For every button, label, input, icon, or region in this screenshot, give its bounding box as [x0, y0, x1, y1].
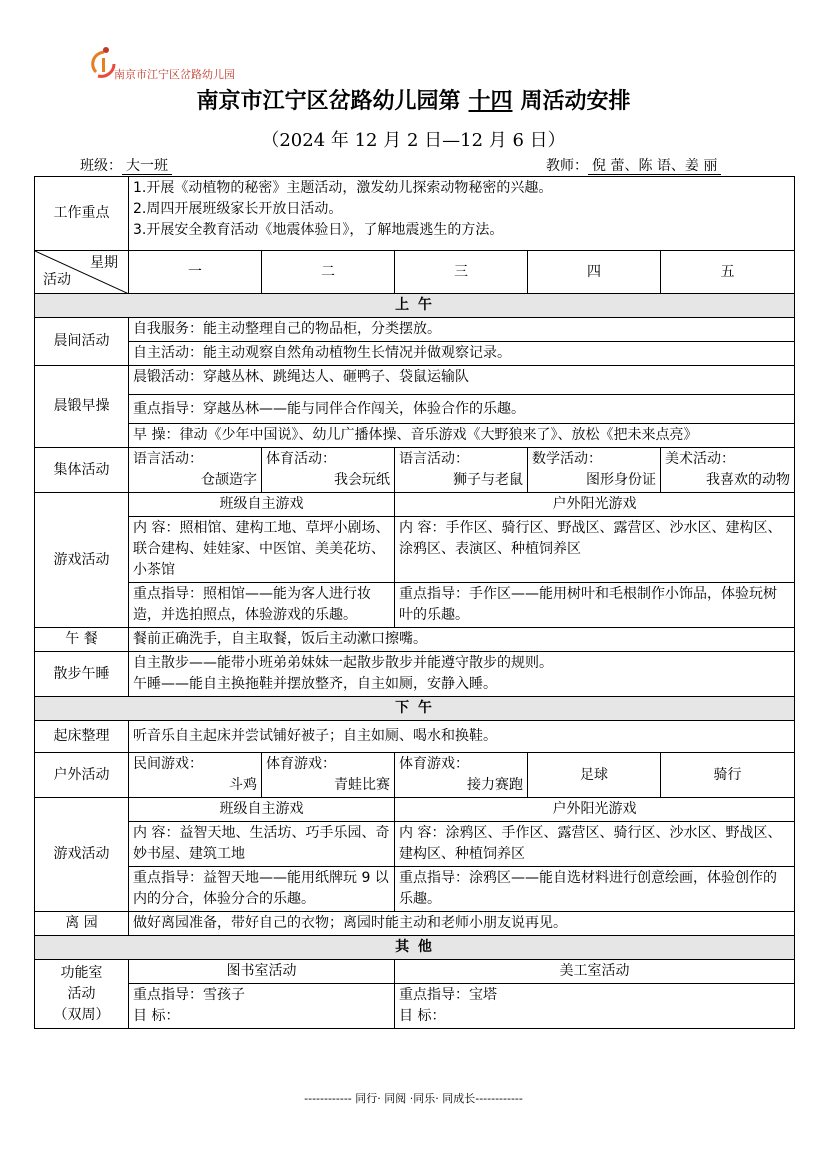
group-activity-fri: 美术活动： 我喜欢的动物	[661, 448, 795, 493]
day-wed: 三	[395, 251, 528, 294]
art-room-activity-title: 美工室活动	[395, 960, 795, 984]
afternoon-outdoor-games-content: 内 容：涂鸦区、手作区、露营区、骑行区、沙水区、野战区、建构区、种植饲养区	[395, 822, 795, 867]
walk-nap-label: 散步午睡	[35, 652, 129, 697]
exercise-label: 晨锻早操	[35, 366, 129, 448]
morning-class-games-focus: 重点指导：照相馆——能为客人进行妆造，并选拍照点，体验游戏的乐趣。	[129, 583, 395, 628]
day-fri: 五	[661, 251, 795, 294]
outdoor-activity-fri: 骑行	[661, 753, 795, 798]
afternoon-games-label: 游戏活动	[35, 798, 129, 912]
lunch-label: 午 餐	[35, 628, 129, 652]
work-focus-label: 工作重点	[35, 177, 129, 251]
footer-slogan: ------------ 同行· 同阅 ·同乐· 同成长------------	[304, 1092, 523, 1105]
art-room-activity-content: 重点指导：宝塔 目 标：	[395, 984, 795, 1029]
afternoon-section-title: 下 午	[35, 697, 795, 721]
class-info: 班级： 大一班	[80, 155, 172, 175]
afternoon-outdoor-games-focus: 重点指导：涂鸦区——能自选材料进行创意绘画，体验创作的乐趣。	[395, 867, 795, 912]
outdoor-activity-thu: 足球	[528, 753, 661, 798]
date-range: （2024 年 12 月 2 日—12 月 6 日）	[261, 130, 566, 151]
afternoon-class-games-content: 内 容：益智天地、生活坊、巧手乐园、奇妙书屋、建筑工地	[129, 822, 395, 867]
group-activity-wed: 语言活动： 狮子与老鼠	[395, 448, 528, 493]
morning-section-title: 上 午	[35, 294, 795, 318]
afternoon-outdoor-games-title: 户外阳光游戏	[395, 798, 795, 822]
schedule-table	[34, 176, 795, 1029]
outdoor-activity-wed: 体育游戏： 接力赛跑	[395, 753, 528, 798]
weekday-diagonal-header: 星期 活动	[35, 251, 129, 294]
morning-outdoor-games-content: 内 容：手作区、骑行区、野战区、露营区、沙水区、建构区、涂鸦区、表演区、种植饲养区	[395, 517, 795, 583]
afternoon-class-games-title: 班级自主游戏	[129, 798, 395, 822]
outdoor-activity-mon: 民间游戏： 斗鸡	[129, 753, 262, 798]
page-title: 南京市江宁区岔路幼儿园第 十四 周活动安排	[196, 88, 631, 114]
outdoor-activity-label: 户外活动	[35, 753, 129, 798]
morning-outdoor-games-focus: 重点指导：手作区——能用树叶和毛根制作小饰品，体验玩树叶的乐趣。	[395, 583, 795, 628]
walk-nap-content: 自主散步——能带小班弟弟妹妹一起散步散步并能遵守散步的规则。 午睡——能自主换拖鞋并摆放整齐，自主如厕，安静入睡。	[129, 652, 795, 697]
group-activity-label: 集体活动	[35, 448, 129, 493]
arrival-line-2: 自主活动：能主动观察自然角动植物生长情况并做观察记录。	[129, 342, 795, 366]
wake-content: 听音乐自主起床并尝试铺好被子；自主如厕、喝水和换鞋。	[129, 721, 795, 753]
group-activity-thu: 数学活动： 图形身份证	[528, 448, 661, 493]
group-activity-tue: 体育活动： 我会玩纸	[262, 448, 395, 493]
arrival-label: 晨间活动	[35, 318, 129, 366]
function-room-label: 功能室 活动 （双周）	[35, 960, 129, 1029]
logo-text: 南京市江宁区岔路幼儿园	[114, 68, 235, 81]
group-activity-mon: 语言活动： 仓颉造字	[129, 448, 262, 493]
lunch-content: 餐前正确洗手，自主取餐，饭后主动漱口擦嘴。	[129, 628, 795, 652]
afternoon-class-games-focus: 重点指导：益智天地——能用纸牌玩 9 以内的分合，体验分合的乐趣。	[129, 867, 395, 912]
outdoor-activity-tue: 体育游戏： 青蛙比赛	[262, 753, 395, 798]
exercise-line-2: 重点指导：穿越丛林——能与同伴合作闯关，体验合作的乐趣。	[129, 395, 795, 424]
library-activity-title: 图书室活动	[129, 960, 395, 984]
morning-outdoor-games-title: 户外阳光游戏	[395, 493, 795, 517]
other-section-title: 其 他	[35, 936, 795, 960]
work-focus-content: 1.开展《动植物的秘密》主题活动，激发幼儿探索动物秘密的兴趣。 2.周四开展班级家长开放日活动。 3.开展安全教育活动《地震体验日》，了解地震逃生的方法。	[129, 177, 795, 251]
day-tue: 二	[262, 251, 395, 294]
library-activity-content: 重点指导：雪孩子 目 标：	[129, 984, 395, 1029]
day-mon: 一	[129, 251, 262, 294]
leave-content: 做好离园准备，带好自己的衣物；离园时能主动和老师小朋友说再见。	[129, 912, 795, 936]
exercise-line-3: 早 操：律动《少年中国说》、幼儿广播体操、音乐游戏《大野狼来了》、放松《把未来点亮》	[129, 424, 795, 448]
wake-label: 起床整理	[35, 721, 129, 753]
morning-class-games-content: 内 容：照相馆、建构工地、草坪小剧场、联合建构、娃娃家、中医馆、美美花坊、小茶馆	[129, 517, 395, 583]
arrival-line-1: 自我服务：能主动整理自己的物品柜，分类摆放。	[129, 318, 795, 342]
morning-games-label: 游戏活动	[35, 493, 129, 628]
exercise-line-1: 晨锻活动：穿越丛林、跳绳达人、砸鸭子、袋鼠运输队	[129, 366, 795, 395]
morning-class-games-title: 班级自主游戏	[129, 493, 395, 517]
teacher-info: 教师： 倪 蕾、陈 语、姜 丽	[546, 155, 721, 175]
day-thu: 四	[528, 251, 661, 294]
leave-label: 离 园	[35, 912, 129, 936]
